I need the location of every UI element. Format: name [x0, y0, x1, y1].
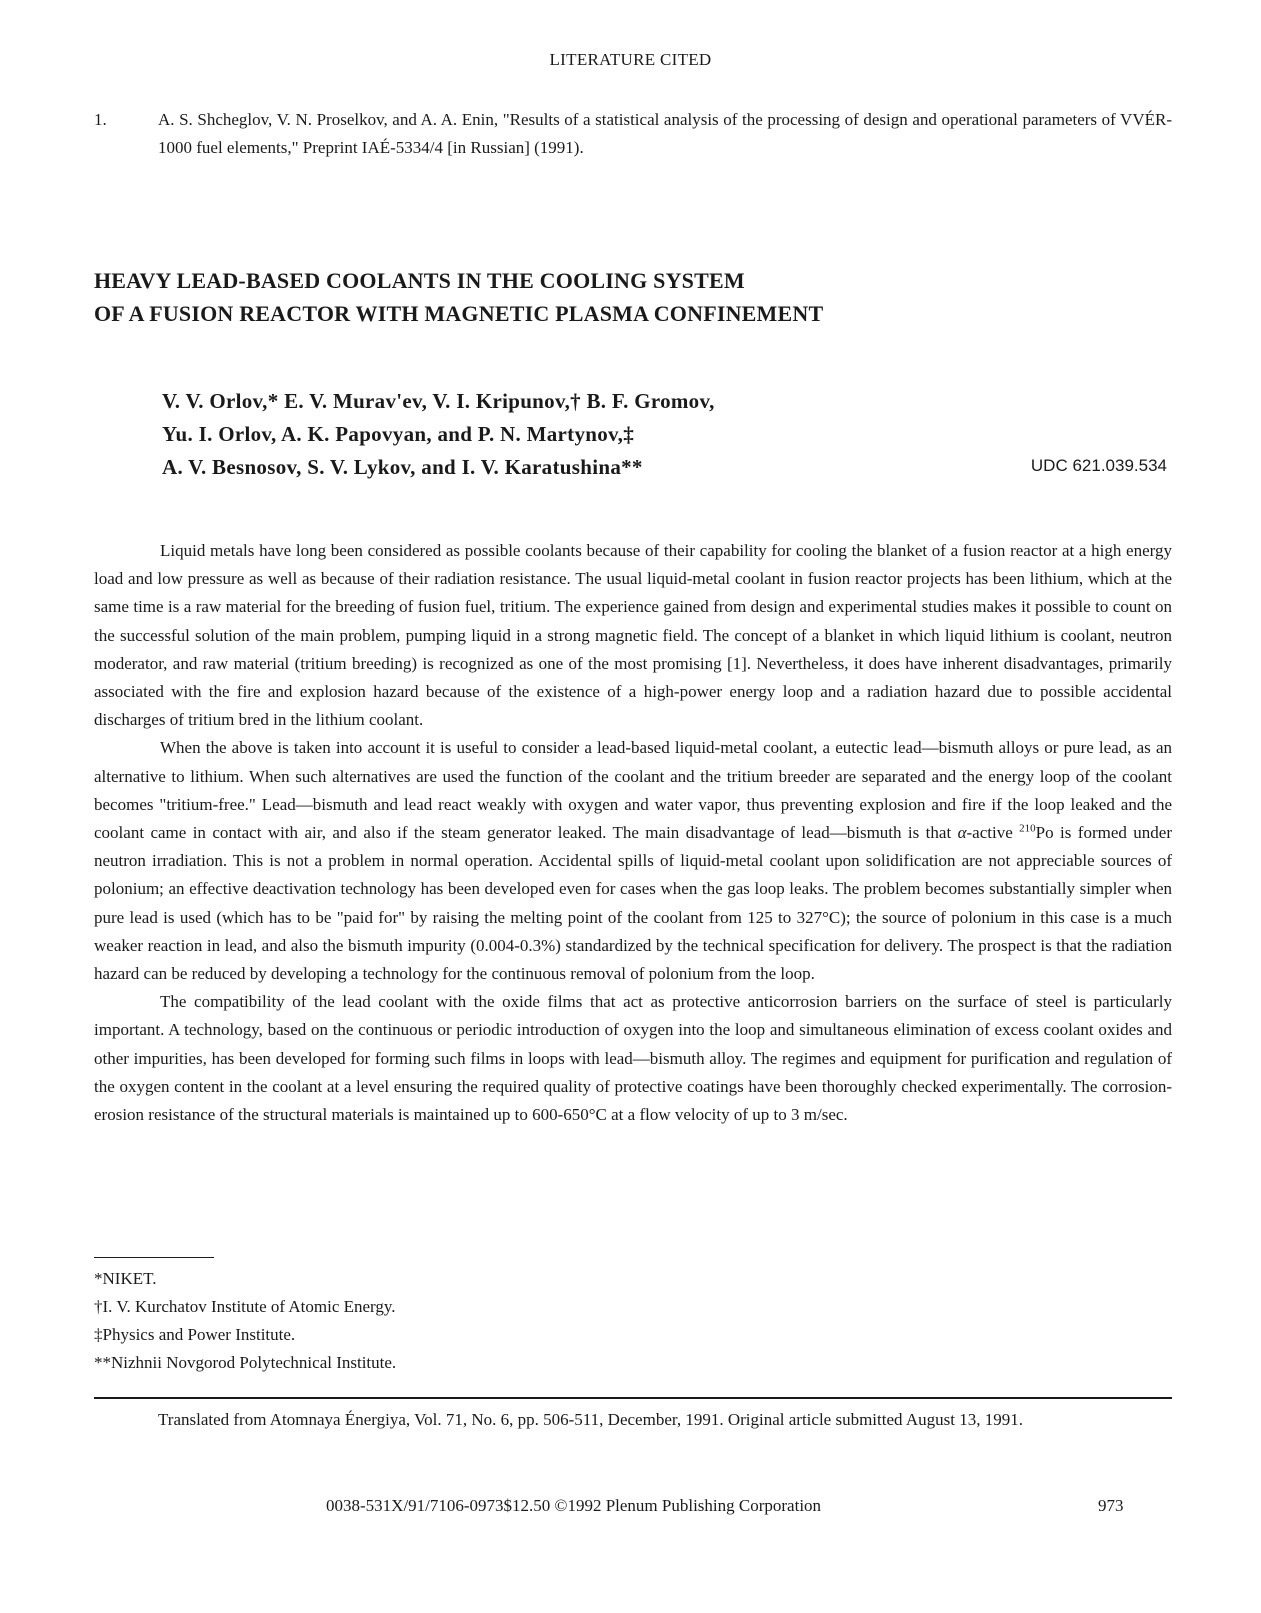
- paragraph-2: [94, 734, 1172, 988]
- alpha-symbol: α: [957, 823, 967, 843]
- paragraph-3: The compatibility of the lead coolant with the oxide films that act as protective anticorrosion barriers on the surface of steel is particularly important. A technology, based on the continuous or periodic introduction of oxygen into the loop and simultaneous elimination of excess coolant oxides and other impurities, has been developed for forming such films in loops with lead—bismuth alloy. The regimes and equipment for purification and regulation of the oxygen content in the coolant at a level ensuring the required quality of protective coatings have been thoroughly checked experimentally. The corrosion-erosion resistance of the structural materials is maintained up to 600-650°C at a flow velocity of up to 3 m/sec.: [94, 992, 1172, 1125]
- reference-item: [94, 106, 1172, 162]
- page-number: 973: [1098, 1496, 1124, 1515]
- footnote: **Nizhnii Novgorod Polytechnical Institute.: [94, 1353, 397, 1372]
- author-line: A. V. Besnosov, S. V. Lykov, and I. V. Karatushina**: [162, 455, 643, 479]
- article-title: [94, 264, 823, 330]
- title-line: OF A FUSION REACTOR WITH MAGNETIC PLASMA CONFINEMENT: [94, 301, 824, 326]
- translation-divider: [94, 1397, 1172, 1399]
- paragraph-2-part-a: When the above is taken into account it is useful to consider a lead-based liquid-metal coolant, a eutectic lead—bismuth alloys or pure lead, as an alternative to lithium. When such alternatives are used the function of the coolant and the tritium breeder are separated and the energy loop of the coolant becomes "tritium-free." Lead—bismuth and lead react weakly with oxygen and water vapor, thus preventing explosion and fire if the loop leaked and the coolant came in contact with air, and also if the steam generator leaked. The main disadvantage of lead—bismuth is that: [94, 738, 1172, 843]
- reference-text: A. S. Shcheglov, V. N. Proselkov, and A. A. Enin, "Results of a statistical analysis of the processing of design and operational parameters of VVÉR-1000 fuel elements," Preprint IAÉ-5334/4 [in Russian] (1991).: [158, 110, 1172, 157]
- footnotes: [94, 1265, 396, 1377]
- literature-cited-heading: LITERATURE CITED: [549, 50, 712, 69]
- author-line: V. V. Orlov,* E. V. Murav'ev, V. I. Kripunov,† B. F. Gromov,: [162, 389, 715, 413]
- paragraph-1: Liquid metals have long been considered as possible coolants because of their capability for cooling the blanket of a fusion reactor at a high energy load and low pressure as well as because of their radiation resistance. The usual liquid-metal coolant in fusion reactor projects has been lithium, which at the same time is a raw material for the breeding of fusion fuel, tritium. The experience gained from design and experimental studies makes it possible to count on the successful solution of the main problem, pumping liquid in a strong magnetic field. The concept of a blanket in which liquid lithium is coolant, neutron moderator, and raw material (tritium breeding) is recognized as one of the most promising [1]. Nevertheless, it does have inherent disadvantages, primarily associated with the fire and explosion hazard because of the existence of a high-power energy loop and a radiation hazard due to possible accidental discharges of tritium bred in the lithium coolant.: [94, 541, 1172, 730]
- paragraph-2-part-b: -active: [966, 823, 1020, 843]
- translation-note: [94, 1405, 1172, 1434]
- footnote-divider: [94, 1257, 214, 1258]
- translation-note-text: Translated from Atomnaya Énergiya, Vol. 71, No. 6, pp. 506-511, December, 1991. Original article submitted August 13, 1991.: [158, 1410, 1023, 1429]
- article-body: [94, 537, 1172, 1129]
- paragraph-2-part-c: Po is formed under neutron irradiation. This is not a problem in normal operation. Accidental spills of liquid-metal coolant upon solidification are not appreciable sources of polonium; an effective deactivation technology has been developed even for cases when the gas loop leaks. The problem becomes substantially simpler when pure lead is used (which has to be "paid for" by raising the melting point of the coolant from 125 to 327°C); the source of polonium in this case is a much weaker reaction in lead, and also the bismuth impurity (0.004-0.3%) standardized by the technical specification for delivery. The prospect is that the radiation hazard can be reduced by developing a technology for the continuous removal of polonium from the loop.: [94, 823, 1172, 984]
- isotope-superscript: 210: [1019, 822, 1036, 835]
- udc-code: UDC 621.039.534: [1030, 456, 1167, 475]
- reference-number: 1.: [94, 110, 107, 129]
- footnote: ‡Physics and Power Institute.: [94, 1325, 296, 1344]
- publication-code: 0038-531X/91/7106-0973$12.50 ©1992 Plenum Publishing Corporation: [326, 1496, 822, 1515]
- author-list: [162, 385, 715, 484]
- author-line: Yu. I. Orlov, A. K. Papovyan, and P. N. Martynov,‡: [162, 422, 635, 446]
- footnote: *NIKET.: [94, 1269, 157, 1288]
- title-line: HEAVY LEAD-BASED COOLANTS IN THE COOLING SYSTEM: [94, 268, 745, 293]
- footnote: †I. V. Kurchatov Institute of Atomic Energy.: [94, 1297, 396, 1316]
